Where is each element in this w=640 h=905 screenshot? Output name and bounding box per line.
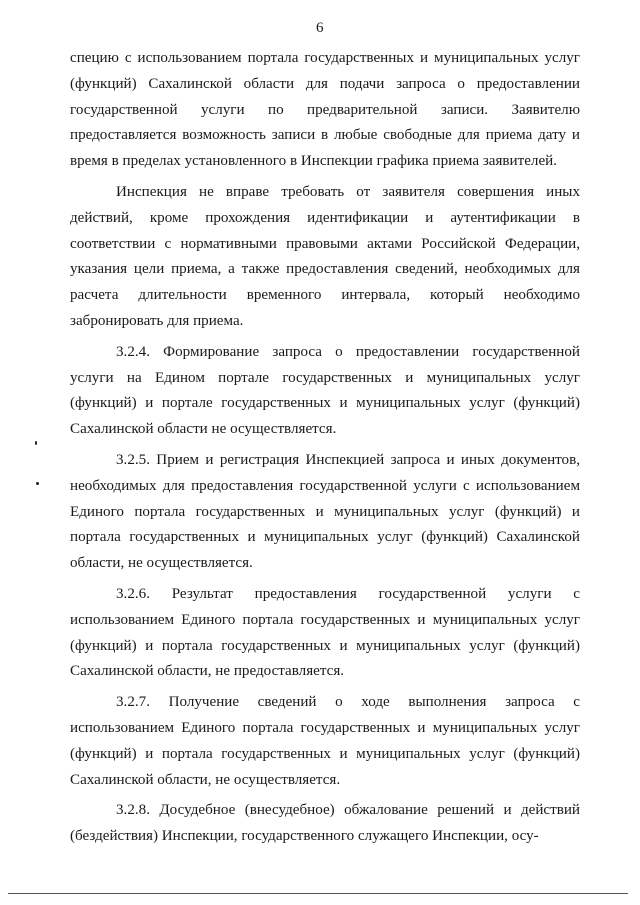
paragraph-3-2-6: 3.2.6. Результат предоставления государственной услуги с использованием Единого портала государственных и муниципальных услуг (функций) и портала государственных и муниципальных услуг (функций) Сахалинской области, не предоставляется.	[70, 585, 580, 680]
paragraph-identification: Инспекция не вправе требовать от заявителя совершения иных действий, кроме прохождения идентификации и аутентификации в соответствии с нормативными правовыми актами Российской Федерации, указания цели приема, а также предоставления сведений, необходимых для расчета длительности временного интервала, который необходимо забронировать для приема.	[70, 183, 580, 329]
paragraph-3-2-8: 3.2.8. Досудебное (внесудебное) обжалование решений и действий (бездействия) Инспекции, государственного служащего Инспекции, осу-	[70, 802, 580, 845]
paragraph-continuation: специю с использованием портала государственных и муниципальных услуг (функций) Сахалинской области для подачи запроса о предоставлении государственной услуги по предварительной записи. Заявителю предоставляется возможность записи в любые свободные для приема дату и время в пределах установленного в Инспекции графика приема заявителей.	[70, 50, 580, 170]
paragraph-3-2-7: 3.2.7. Получение сведений о ходе выполнения запроса с использованием Единого портала государственных и муниципальных услуг (функций) и портала государственных и муниципальных услуг (функций) Сахалинской области, не осуществляется.	[70, 694, 580, 788]
paragraph-3-2-5: 3.2.5. Прием и регистрация Инспекцией запроса и иных документов, необходимых для предоставления государственной услуги с использованием Единого портала государственных и муниципальных услуг (функций) и портала государственных и муниципальных услуг (функций) Сахалинской области, не осуществляется.	[70, 451, 580, 572]
scan-mark	[36, 482, 39, 485]
document-body	[70, 46, 580, 850]
page-number: 6	[316, 20, 324, 36]
paragraph-3-2-4: 3.2.4. Формирование запроса о предоставлении государственной услуги на Едином портале государственных и муниципальных услуг (функций) и портале государственных и муниципальных услуг (функций) Сахалинской области не осуществляется.	[70, 343, 580, 438]
scan-mark	[35, 441, 37, 445]
footer-rule	[8, 893, 628, 894]
